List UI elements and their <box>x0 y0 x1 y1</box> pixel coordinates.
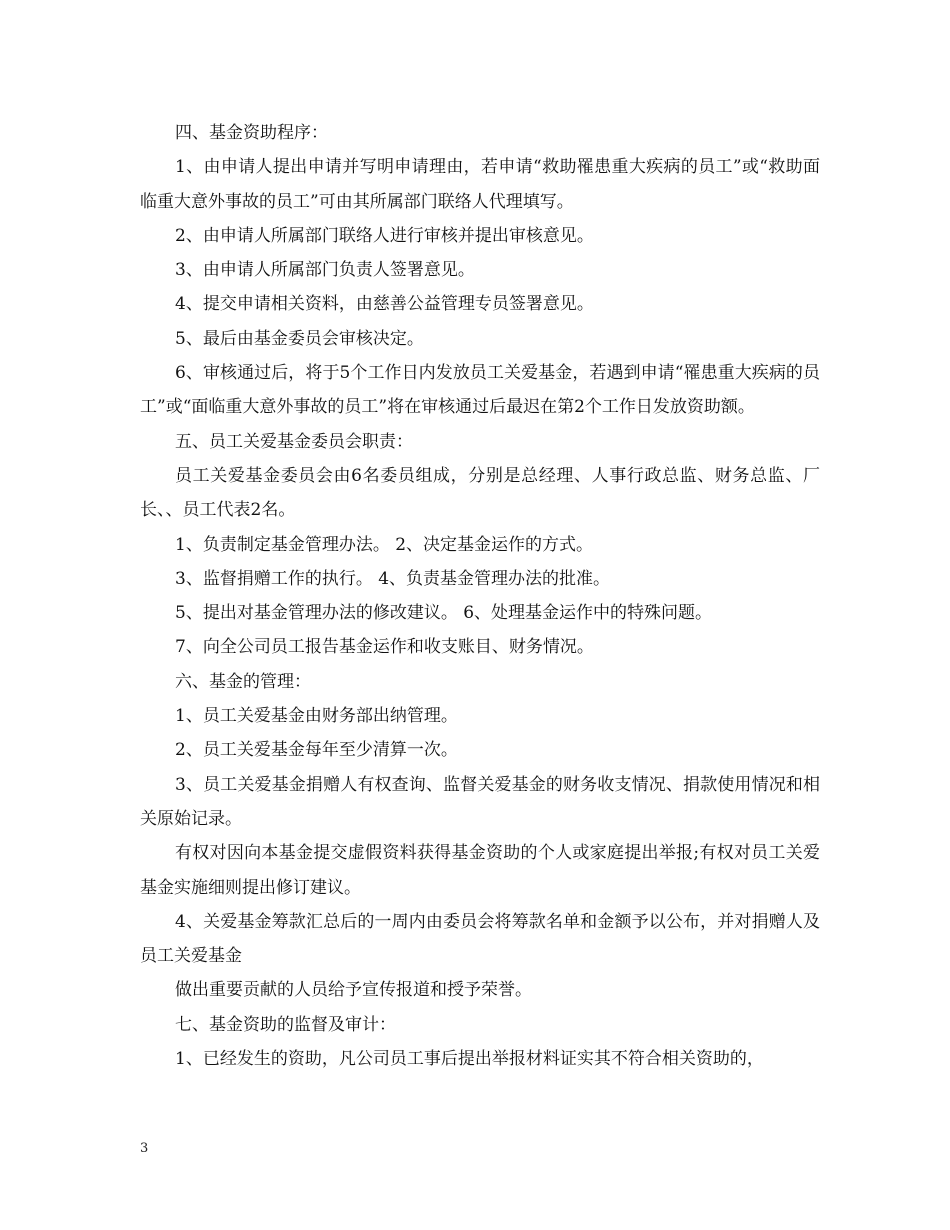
section-heading-4: 四、基金资助程序： <box>175 123 328 143</box>
paragraph: 4、关爱基金筹款汇总后的一周内由委员会将筹款名单和金额予以公布，并对捐赠人及员工关爱基金 <box>140 911 820 967</box>
paragraph: 2、由申请人所属部门联络人进行审核并提出审核意见。 <box>175 225 594 246</box>
paragraph: 5、提出对基金管理办法的修改建议。 6、处理基金运作中的特殊问题。 <box>175 603 713 624</box>
paragraph: 6、审核通过后，将于5个工作日内发放员工关爱基金，若遇到申请“罹患重大疾病的员工”或“面临重大意外事故的员工”将在审核通过后最迟在第2个工作日发放资助额。 <box>140 363 820 418</box>
paragraph: 3、监督捐赠工作的执行。 4、负责基金管理办法的批准。 <box>175 568 611 589</box>
paragraph: 1、由申请人提出申请并写明申请理由，若申请“救助罹患重大疾病的员工”或“救助面临重大意外事故的员工”可由其所属部门联络人代理填写。 <box>140 157 820 212</box>
paragraph: 1、负责制定基金管理办法。 2、决定基金运作的方式。 <box>175 534 594 555</box>
paragraph: 7、向全公司员工报告基金运作和收支账目、财务情况。 <box>175 637 594 658</box>
section-heading-6: 六、基金的管理： <box>175 671 311 692</box>
paragraph: 3、由申请人所属部门负责人签署意见。 <box>175 260 475 281</box>
section-heading-5: 五、员工关爱基金委员会职责： <box>175 431 413 452</box>
paragraph: 2、员工关爱基金每年至少清算一次。 <box>175 740 458 761</box>
page-number: 3 <box>140 1141 149 1156</box>
paragraph: 3、员工关爱基金捐赠人有权查询、监督关爱基金的财务收支情况、捐款使用情况和相关原始记录。 <box>140 774 820 829</box>
paragraph: 1、员工关爱基金由财务部出纳管理。 <box>175 706 458 727</box>
paragraph: 1、已经发生的资助，凡公司员工事后提出举报材料证实其不符合相关资助的， <box>175 1049 764 1070</box>
paragraph: 4、提交申请相关资料，由慈善公益管理专员签署意见。 <box>175 294 594 315</box>
paragraph: 员工关爱基金委员会由6名委员组成，分别是总经理、人事行政总监、财务总监、厂长、、员工代表2名。 <box>140 465 820 521</box>
paragraph: 5、最后由基金委员会审核决定。 <box>175 328 424 349</box>
section-heading-7: 七、基金资助的监督及审计： <box>175 1014 396 1035</box>
paragraph: 有权对因向本基金提交虚假资料获得基金资助的个人或家庭提出举报;有权对员工关爱基金实施细则提出修订建议。 <box>140 843 820 898</box>
paragraph: 做出重要贡献的人员给予宣传报道和授予荣誉。 <box>175 980 532 1001</box>
document-body <box>140 116 820 1076</box>
